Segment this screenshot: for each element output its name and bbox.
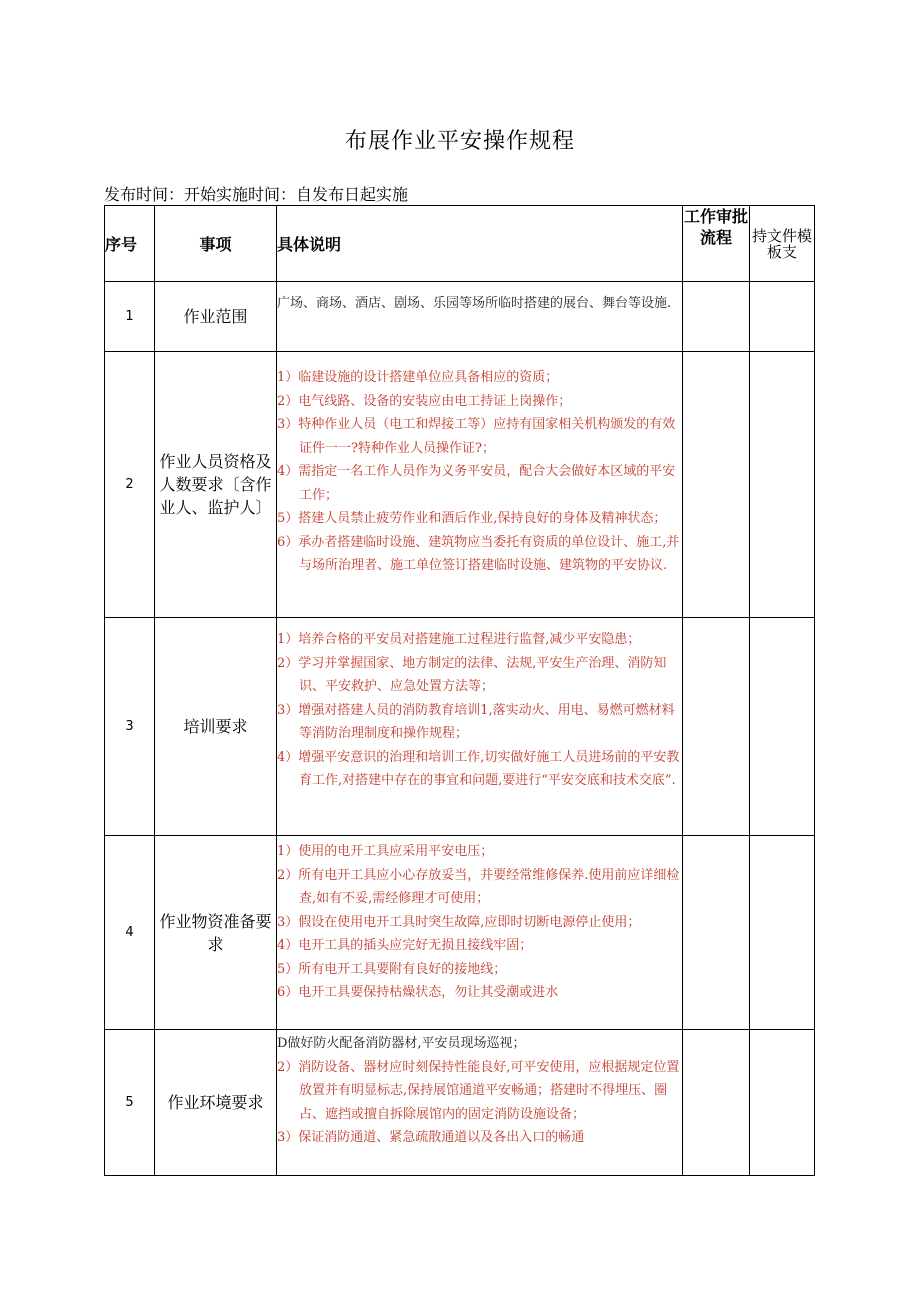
approval-cell (683, 618, 750, 836)
description-line: 3）假设在使用电开工具时突生故障,应即时切断电源停止使用； (277, 914, 641, 930)
table-row (105, 618, 815, 836)
row-item: 培训要求 (155, 618, 277, 836)
approval-cell (683, 836, 750, 1030)
approval-cell (683, 352, 750, 618)
approval-cell (683, 1030, 750, 1176)
header-approval-flow: 工作审批流程 (683, 206, 750, 282)
template-cell (750, 352, 815, 618)
description-line: 2）所有电开工具应小心存放妥当，并要经常维修保养.使用前应详细检查,如有不妥,需经修理才可使用； (277, 867, 680, 906)
template-cell (750, 1030, 815, 1176)
template-cell (750, 836, 815, 1030)
description-line: 1）临建设施的设计搭建单位应具备相应的资质； (277, 370, 559, 385)
header-item: 事项 (155, 206, 277, 282)
description-line: 3）增强对搭建人员的消防教育培训1,落实动火、用电、易燃可燃材料等消防治理制度和操作规程； (277, 702, 675, 741)
row-number: 5 (105, 1030, 155, 1176)
description-line: 1）培养合格的平安员对搭建施工过程进行监督,减少平安隐患； (277, 632, 641, 647)
description-line: 4）电开工具的插头应完好无损且接线牢固； (277, 938, 533, 953)
description-line: 3）特种作业人员（电工和焊接工等）应持有国家相关机构颁发的有效证件一一?特种作业人员操作证?； (277, 417, 676, 456)
description-line: 6）承办者搭建临时设施、建筑物应当委托有资质的单位设计、施工,并与场所治理者、施工单位签订搭建临时设施、建筑物的平安协议. (277, 534, 680, 573)
header-no: 序号 (105, 206, 155, 282)
row-item: 作业环境要求 (155, 1030, 277, 1176)
row-number: 3 (105, 618, 155, 836)
row-description (277, 618, 683, 836)
row-description (277, 282, 683, 352)
template-cell (750, 618, 815, 836)
description-line: 2）学习并掌握国家、地方制定的法律、法规,平安生产治理、消防知识、平安救护、应急处置方法等； (277, 655, 667, 694)
row-description (277, 836, 683, 1030)
description-line: 5）所有电开工具要附有良好的接地线； (277, 961, 507, 977)
document-title: 布展作业平安操作规程 (344, 129, 575, 154)
table-row (105, 836, 815, 1030)
row-number: 4 (105, 836, 155, 1030)
description-line: 1）使用的电开工具应采用平安电压； (277, 844, 494, 859)
header-row (105, 206, 815, 282)
description-line: 广场、商场、酒店、剧场、乐园等场所临时搭建的展台、舞台等设施. (277, 296, 672, 311)
description-line: 3）保证消防通道、紧急疏散通道以及各出入口的畅通 (277, 1130, 585, 1145)
description-line: 4）需指定一名工作人员作为义务平安员，配合大会做好本区域的平安工作； (277, 464, 676, 503)
row-number: 2 (105, 352, 155, 618)
description-line: 4）增强平安意识的治理和培训工作,切实做好施工人员进场前的平安教育工作,对搭建中存在的事宜和问题,要进行“平安交底和技术交底”. (277, 749, 680, 788)
approval-cell (683, 282, 750, 352)
publish-info: 发布时间：开始实施时间：自发布日起实施 (104, 185, 409, 204)
description-line: 5）搭建人员禁止疲劳作业和酒后作业,保持良好的身体及精神状态； (277, 511, 667, 526)
rules-table (104, 205, 815, 1176)
template-cell (750, 282, 815, 352)
table-row (105, 1030, 815, 1176)
row-item: 作业人员资格及人数要求〔含作业人、监护人〕 (155, 352, 277, 618)
table-row (105, 352, 815, 618)
row-number: 1 (105, 282, 155, 352)
description-clip (277, 840, 682, 1028)
header-template: 持文件模板支 (750, 206, 815, 282)
header-description: 具体说明 (277, 206, 683, 282)
row-item: 作业物资准备要求 (155, 836, 277, 1030)
description-line: D做好防火配备消防器材,平安员现场巡视； (277, 1036, 526, 1051)
row-description (277, 352, 683, 618)
description-line: 6）电开工具要保持枯燥状态，勿让其受潮或进水 (277, 985, 559, 1000)
row-description (277, 1030, 683, 1176)
description-line: 2）消防设备、器材应时刻保持性能良好,可平安使用，应根据规定位置放置并有明显标志,保持展馆通道平安畅通；搭建时不得埋压、圈占、遮挡或擅自拆除展馆内的固定消防设施设备； (277, 1059, 680, 1122)
row-item: 作业范围 (155, 282, 277, 352)
description-line: 2）电气线路、设备的安装应由电工持证上岗操作； (277, 393, 572, 409)
table-row (105, 282, 815, 352)
